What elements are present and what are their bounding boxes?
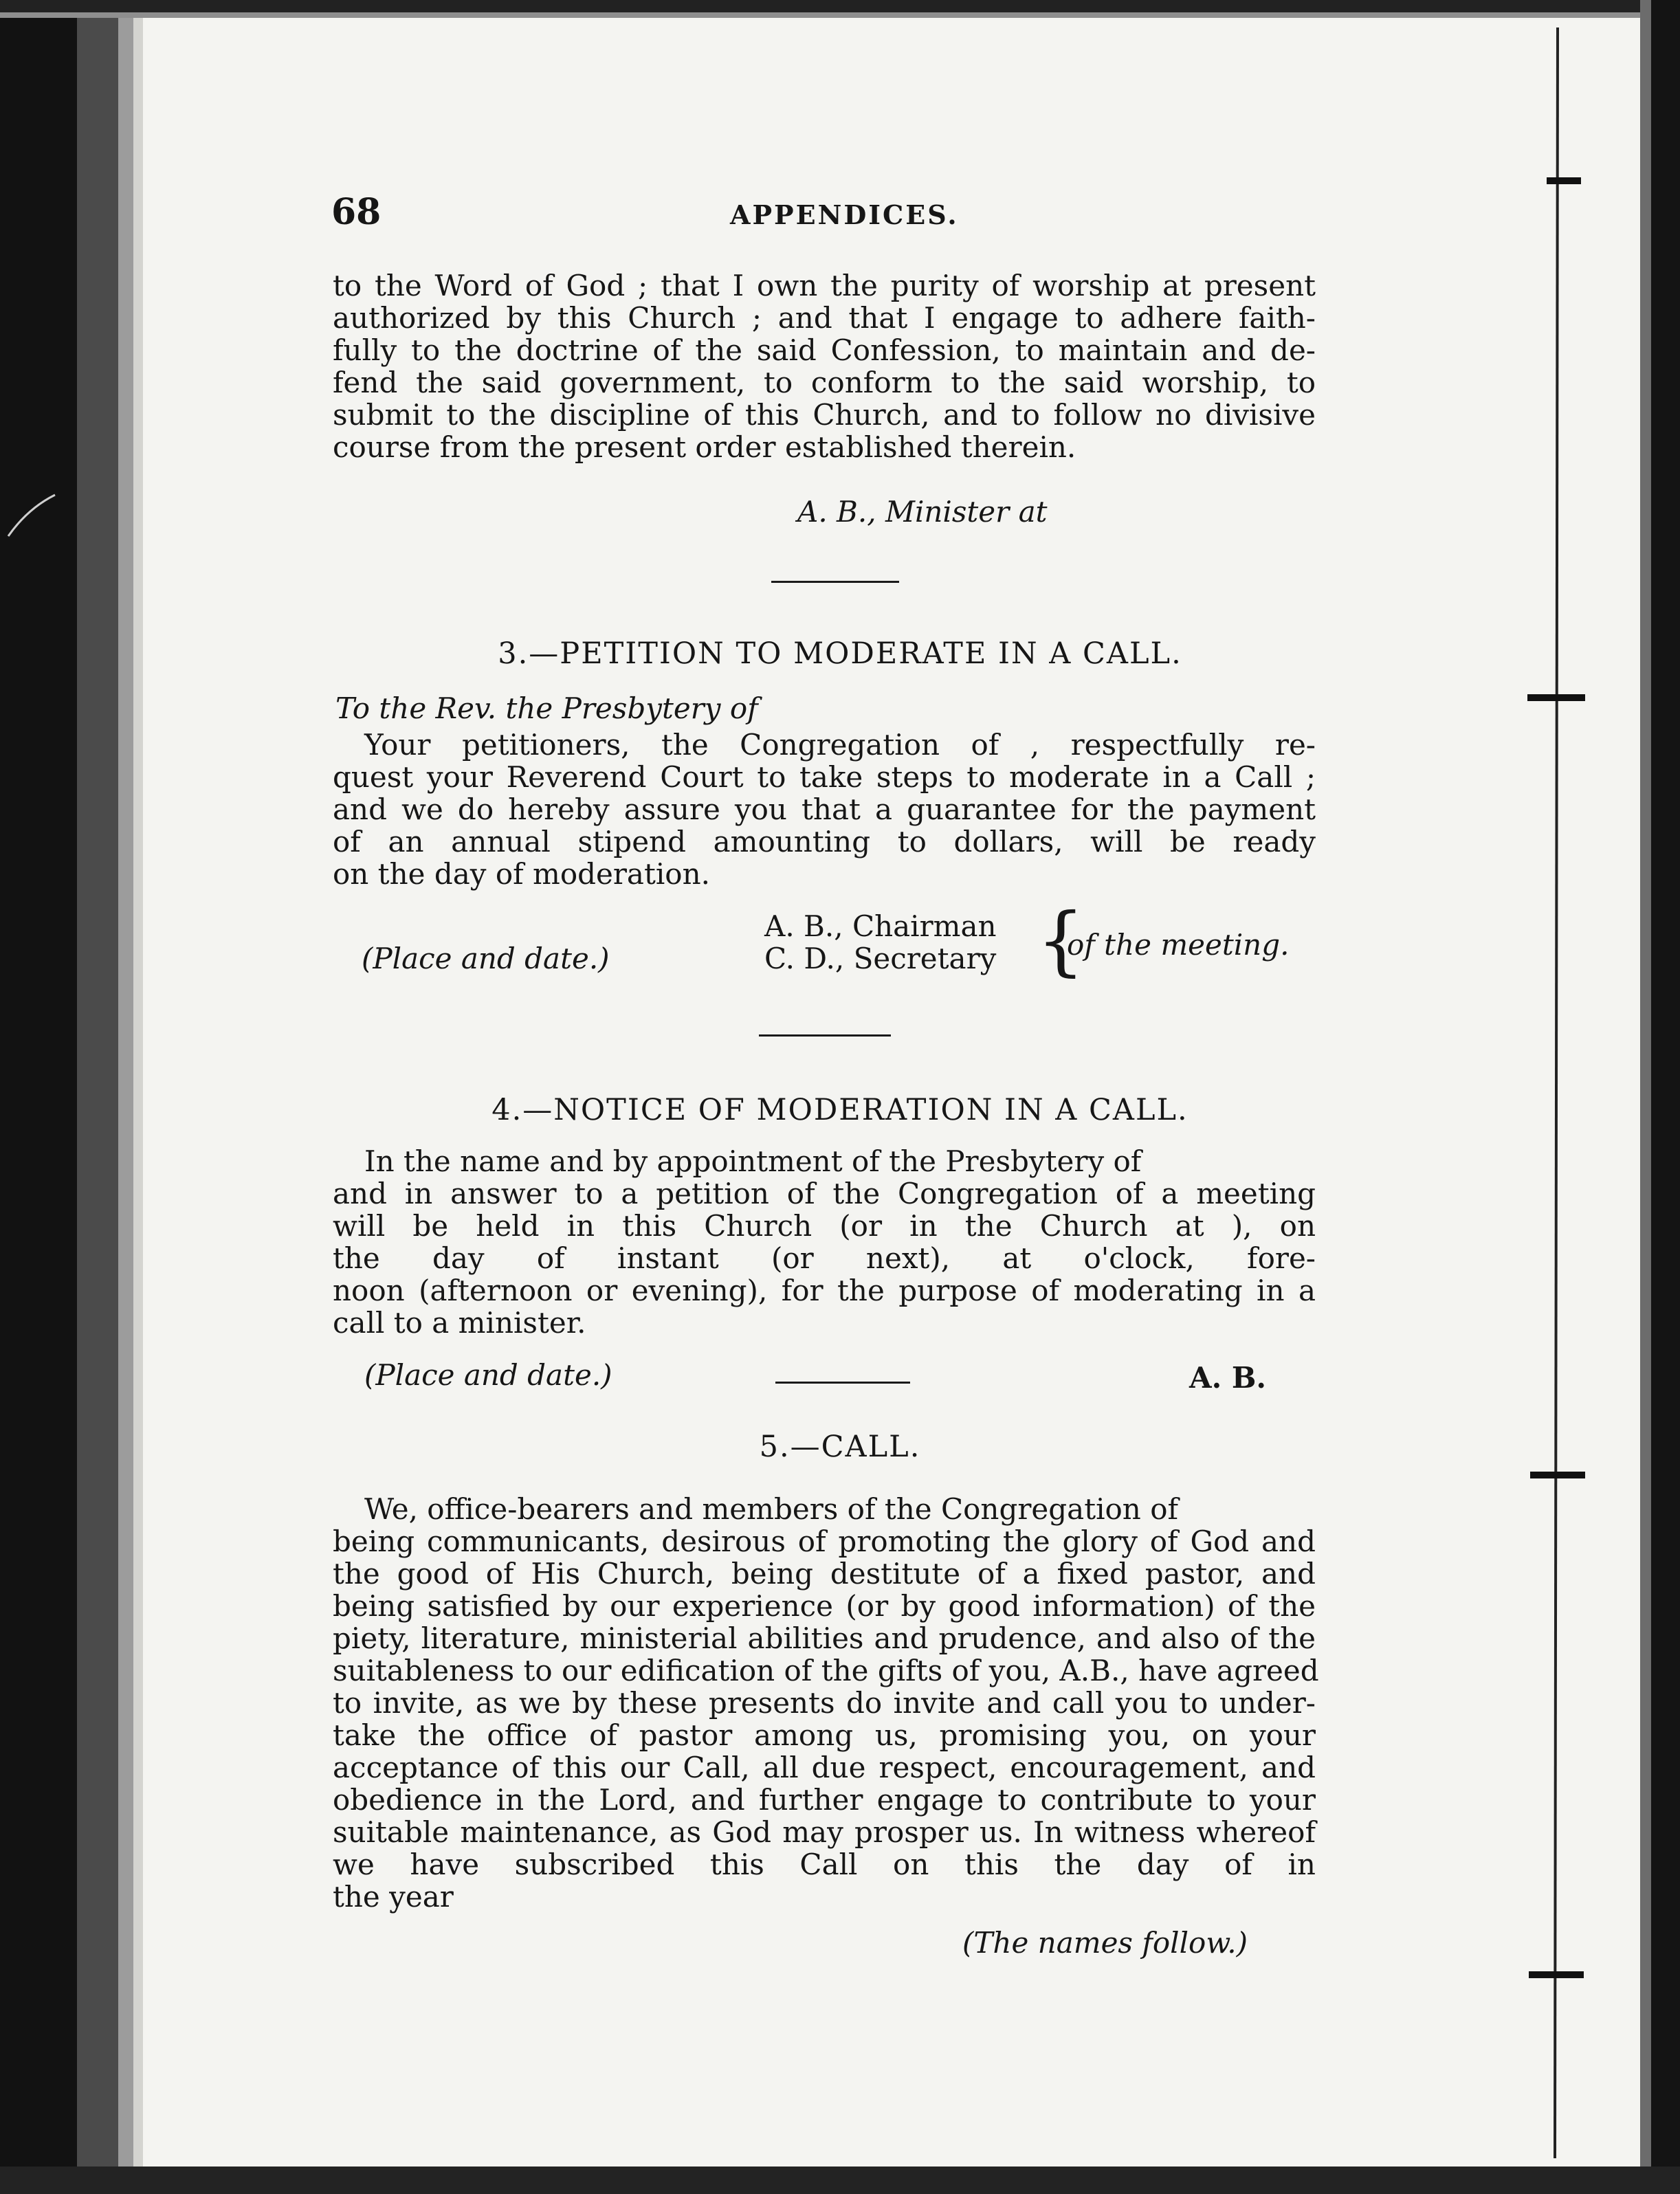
text-line: piety, literature, ministerial abilities and prudence, and also of the xyxy=(333,1621,1316,1655)
text-line: will be held in this Church (or in the Church at ), on xyxy=(333,1209,1316,1243)
petition-place-date: (Place and date.) xyxy=(362,942,610,975)
notice-place-date: (Place and date.) xyxy=(364,1358,612,1392)
text-line: authorized by this Church ; and that I engage to adhere faith- xyxy=(333,301,1316,335)
text-line: to invite, as we by these presents do invite and call you to under- xyxy=(333,1686,1316,1720)
text-line: submit to the discipline of this Church, and to follow no divisive xyxy=(333,398,1316,432)
text-line: fully to the doctrine of the said Confession, to maintain and de- xyxy=(333,333,1316,367)
declaration-paragraph xyxy=(333,269,1316,463)
declaration-signature: A. B., Minister at xyxy=(797,495,1048,529)
brace-icon: { xyxy=(1037,896,1085,984)
text-line: acceptance of this our Call, all due respect, encouragement, and xyxy=(333,1751,1316,1784)
page-number: 68 xyxy=(331,191,382,233)
divider-rule xyxy=(771,581,899,583)
petition-of-meeting: of the meeting. xyxy=(1067,928,1290,962)
section-4-title: 4.—NOTICE OF MODERATION IN A CALL. xyxy=(491,1093,1189,1127)
text-line: call to a minister. xyxy=(333,1306,586,1340)
text-line: to the Word of God ; that I own the purity of worship at present xyxy=(333,269,1316,302)
notice-signature: A. B. xyxy=(1189,1361,1266,1395)
section-3-title: 3.—PETITION TO MODERATE IN A CALL. xyxy=(498,636,1182,671)
text-line: the good of His Church, being destitute of a fixed pastor, and xyxy=(333,1557,1316,1591)
text-line: and in answer to a petition of the Congregation of a meeting xyxy=(333,1177,1316,1210)
text-line: fend the said government, to conform to the said worship, to xyxy=(333,366,1316,399)
petition-address: To the Rev. the Presbytery of xyxy=(335,691,758,725)
text-line: the day of instant (or next), at o'clock, fore- xyxy=(333,1241,1316,1275)
text-line: the year xyxy=(333,1880,454,1914)
text-line: We, office-bearers and members of the Congregation of xyxy=(364,1492,1179,1526)
text-line: take the office of pastor among us, promising you, on your xyxy=(333,1718,1316,1752)
text-line: on the day of moderation. xyxy=(333,857,710,891)
call-names-follow: (The names follow.) xyxy=(962,1926,1248,1960)
petition-secretary: C. D., Secretary xyxy=(764,942,997,975)
text-line: suitableness to our edification of the gifts of you, A.B., have agreed xyxy=(333,1654,1319,1687)
text-line: course from the present order established therein. xyxy=(333,430,1076,464)
text-line: noon (afternoon or evening), for the purpose of moderating in a xyxy=(333,1274,1316,1307)
text-line: being communicants, desirous of promoting the glory of God and xyxy=(333,1525,1316,1558)
text-line: suitable maintenance, as God may prosper us. In witness whereof xyxy=(333,1815,1316,1849)
divider-rule xyxy=(759,1034,891,1037)
text-line: Your petitioners, the Congregation of , respectfully re- xyxy=(364,728,1316,762)
text-line: In the name and by appointment of the Presbytery of xyxy=(364,1144,1142,1178)
running-title: APPENDICES. xyxy=(730,199,959,230)
call-paragraph xyxy=(333,1492,1319,1914)
text-line: being satisfied by our experience (or by good information) of the xyxy=(333,1589,1316,1623)
section-5-title: 5.—CALL. xyxy=(759,1430,921,1464)
notice-paragraph xyxy=(333,1145,1316,1339)
text-line: quest your Reverend Court to take steps to moderate in a Call ; xyxy=(333,760,1316,794)
text-line: we have subscribed this Call on this the day of in xyxy=(333,1848,1316,1881)
petition-chairman: A. B., Chairman xyxy=(764,909,997,943)
petition-paragraph xyxy=(333,729,1316,890)
divider-rule xyxy=(775,1382,910,1384)
text-line: of an annual stipend amounting to dollars, will be ready xyxy=(333,825,1316,858)
text-line: obedience in the Lord, and further engage to contribute to your xyxy=(333,1783,1316,1817)
text-line: and we do hereby assure you that a guarantee for the payment xyxy=(333,793,1316,826)
